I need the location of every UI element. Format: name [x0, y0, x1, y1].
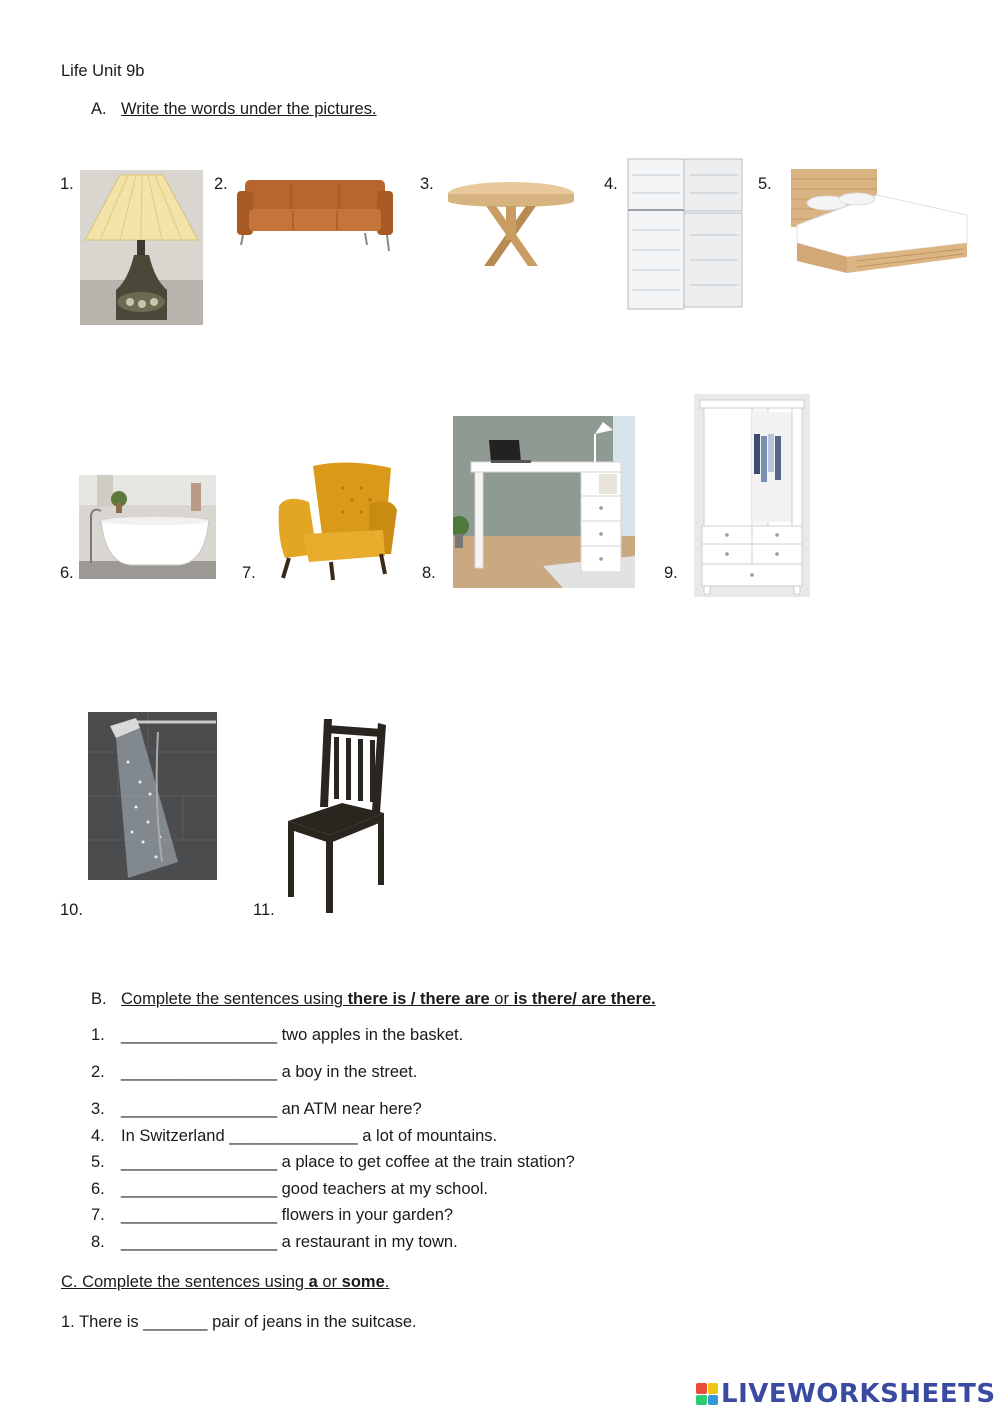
section-b-phrase-2: is there/ are there.: [513, 990, 656, 1008]
bath-icon: [79, 475, 216, 579]
answer-blank[interactable]: ______________: [229, 1127, 358, 1145]
lamp-icon: [80, 170, 203, 325]
c-sentence-1-number: 1.: [61, 1313, 75, 1331]
b-sentence-2-number: 2.: [91, 1063, 105, 1081]
table-icon: [446, 180, 576, 270]
bed-icon: [787, 165, 970, 277]
fridge-icon: [624, 155, 747, 313]
shower-icon: [88, 712, 217, 880]
picture-number-2: 2.: [214, 175, 228, 193]
picture-number-9: 9.: [664, 564, 678, 582]
section-c-word-2: some: [341, 1273, 385, 1291]
section-c-instruction: C. Complete the sentences using a or some.: [61, 1273, 390, 1291]
answer-blank[interactable]: _________________: [121, 1206, 278, 1224]
page-title: Life Unit 9b: [61, 62, 145, 80]
picture-number-8: 8.: [422, 564, 436, 582]
armchair-icon: [273, 458, 400, 582]
section-b-phrase-1: there is / there are: [347, 990, 490, 1008]
answer-blank[interactable]: _________________: [121, 1026, 278, 1044]
answer-blank[interactable]: _________________: [121, 1233, 278, 1251]
wardrobe-icon: [694, 394, 810, 597]
answer-blank[interactable]: _________________: [121, 1063, 278, 1081]
desk-icon: [453, 416, 635, 588]
b-sentence-4-number: 4.: [91, 1127, 105, 1145]
section-b-letter: B.: [91, 990, 107, 1008]
picture-number-1: 1.: [60, 175, 74, 193]
b-sentence-1: _________________ two apples in the basket.: [121, 1026, 464, 1044]
picture-number-10: 10.: [60, 901, 83, 919]
b-sentence-7-number: 7.: [91, 1206, 105, 1224]
section-a-letter: A.: [91, 100, 107, 118]
chair-icon: [284, 717, 388, 913]
b-sentence-1-number: 1.: [91, 1026, 105, 1044]
b-sentence-6: _________________ good teachers at my school.: [121, 1180, 488, 1198]
b-sentence-5-number: 5.: [91, 1153, 105, 1171]
section-b-instruction: [121, 989, 656, 1009]
section-c-word-1: a: [308, 1273, 318, 1291]
b-sentence-8-number: 8.: [91, 1233, 105, 1251]
b-sentence-6-number: 6.: [91, 1180, 105, 1198]
answer-blank[interactable]: _________________: [121, 1100, 278, 1118]
picture-number-4: 4.: [604, 175, 618, 193]
b-sentence-2: _________________ a boy in the street.: [121, 1063, 418, 1081]
c-sentence-1: 1. There is _______ pair of jeans in the suitcase.: [61, 1313, 417, 1331]
picture-number-7: 7.: [242, 564, 256, 582]
section-a-instruction: Write the words under the pictures.: [121, 100, 377, 118]
answer-blank[interactable]: _________________: [121, 1153, 278, 1171]
b-sentence-5: _________________ a place to get coffee at the train station?: [121, 1153, 575, 1171]
b-sentence-3-number: 3.: [91, 1100, 105, 1118]
answer-blank[interactable]: _________________: [121, 1180, 278, 1198]
picture-number-3: 3.: [420, 175, 434, 193]
picture-number-5: 5.: [758, 175, 772, 193]
section-b-instruction-mid: or: [489, 990, 514, 1008]
section-b-instruction-pre: Complete the sentences using: [121, 990, 348, 1008]
b-sentence-4: In Switzerland ______________ a lot of mountains.: [121, 1127, 498, 1145]
b-sentence-8: _________________ a restaurant in my town.: [121, 1233, 458, 1251]
sofa-icon: [235, 175, 395, 253]
b-sentence-7: _________________ flowers in your garden?: [121, 1206, 454, 1224]
b-sentence-3: _________________ an ATM near here?: [121, 1100, 422, 1118]
liveworksheets-logo[interactable]: [696, 1378, 996, 1410]
brand-name: LIVEWORKSHEETS: [721, 1379, 996, 1409]
answer-blank[interactable]: _______: [143, 1313, 208, 1331]
picture-number-6: 6.: [60, 564, 74, 582]
liveworksheets-logo-icon: [696, 1383, 718, 1405]
picture-number-11: 11.: [253, 901, 275, 919]
